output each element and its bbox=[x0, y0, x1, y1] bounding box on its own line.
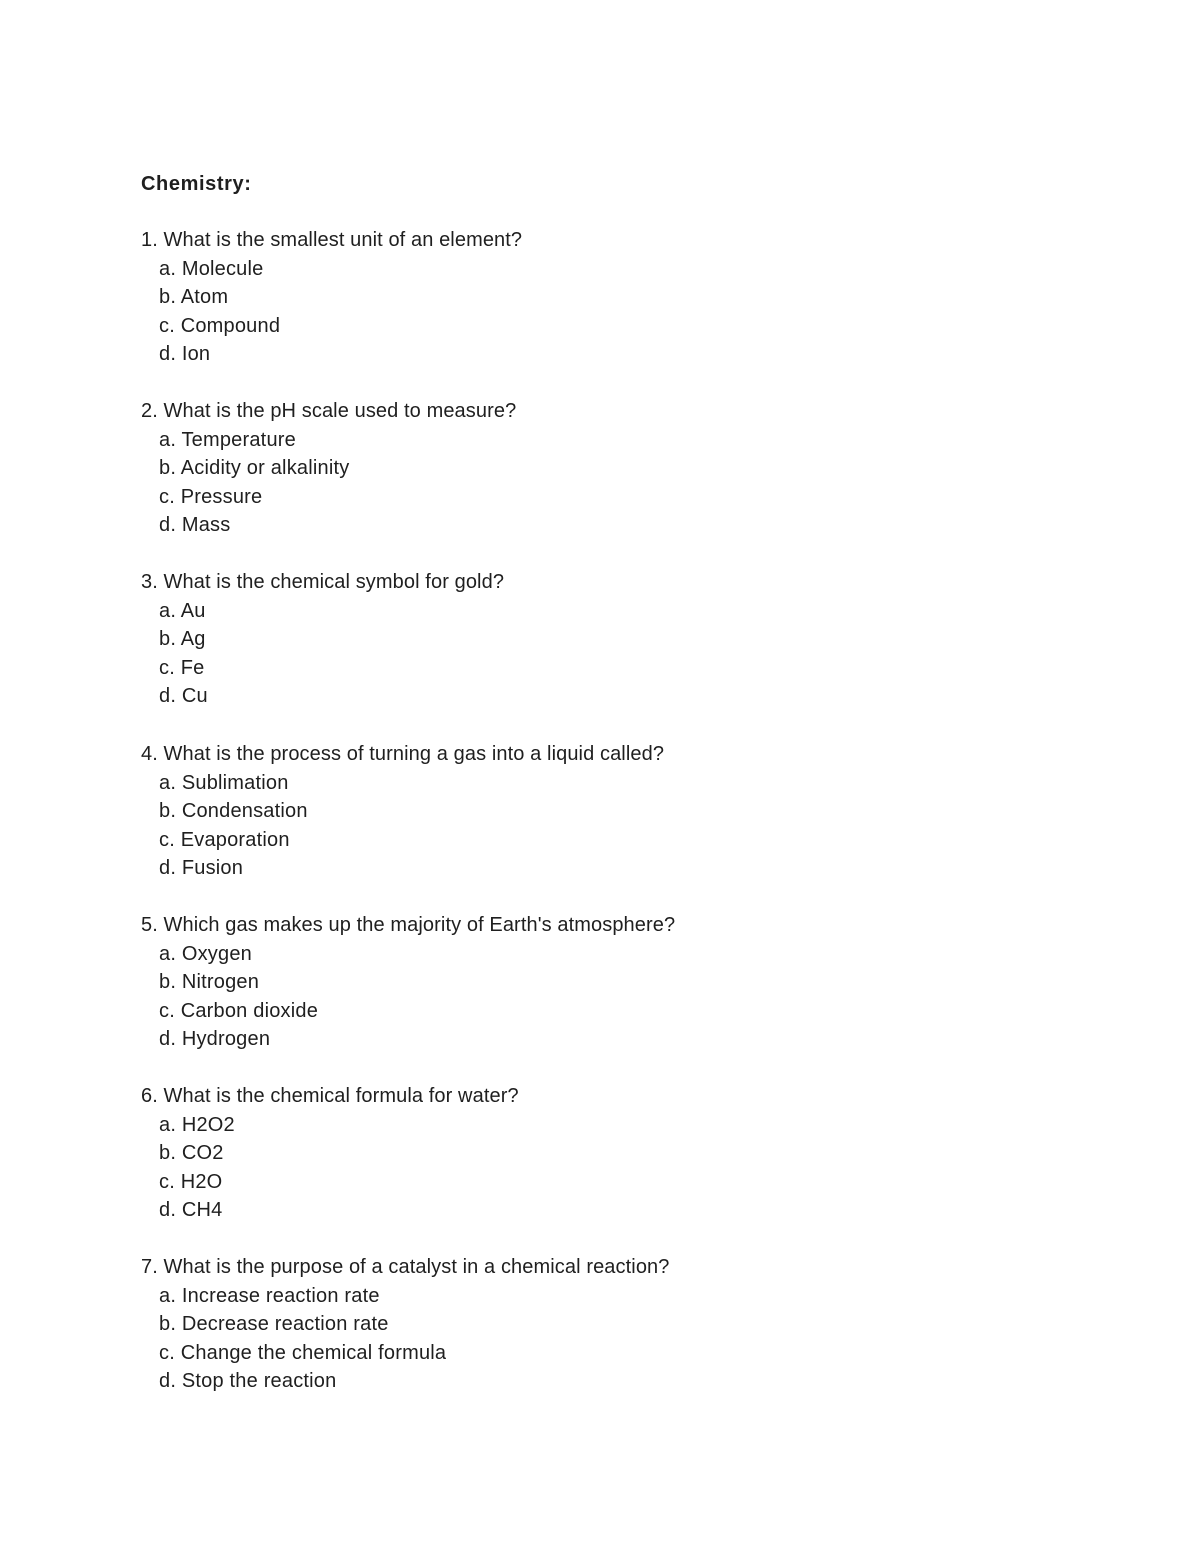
question-text: 4. What is the process of turning a gas into a liquid called? bbox=[141, 743, 665, 765]
answer-option: c. H2O bbox=[159, 1170, 223, 1193]
answer-option: a. Oxygen bbox=[159, 942, 252, 965]
question-text: 3. What is the chemical symbol for gold? bbox=[141, 571, 505, 593]
answer-option: d. Stop the reaction bbox=[159, 1370, 337, 1393]
answer-option: d. Mass bbox=[159, 514, 231, 537]
answer-option: d. Cu bbox=[159, 685, 208, 708]
answer-option: a. Au bbox=[159, 599, 206, 622]
question-block bbox=[141, 568, 1041, 711]
question-block bbox=[141, 911, 1041, 1054]
answer-option: c. Evaporation bbox=[159, 828, 290, 851]
question-text: 6. What is the chemical formula for water? bbox=[141, 1085, 519, 1107]
answer-option: d. Ion bbox=[159, 343, 211, 366]
question-text: 1. What is the smallest unit of an element? bbox=[141, 229, 523, 251]
answer-option: a. Temperature bbox=[159, 428, 296, 451]
answer-option: b. Atom bbox=[159, 286, 229, 309]
answer-option: a. Increase reaction rate bbox=[159, 1284, 380, 1307]
answer-option: c. Carbon dioxide bbox=[159, 999, 319, 1022]
answer-option: b. Ag bbox=[159, 628, 206, 651]
question-text: 5. Which gas makes up the majority of Earth's atmosphere? bbox=[141, 914, 676, 936]
answer-option: a. Sublimation bbox=[159, 771, 289, 794]
answer-option: a. H2O2 bbox=[159, 1113, 235, 1136]
answer-option: c. Change the chemical formula bbox=[159, 1341, 447, 1364]
answer-option: d. Hydrogen bbox=[159, 1028, 271, 1051]
answer-option: d. CH4 bbox=[159, 1199, 223, 1222]
question-text: 2. What is the pH scale used to measure? bbox=[141, 400, 517, 422]
answer-option: b. Nitrogen bbox=[159, 971, 260, 994]
answer-option: b. Acidity or alkalinity bbox=[159, 457, 350, 480]
answer-option: c. Pressure bbox=[159, 485, 263, 508]
question-block bbox=[141, 1082, 1041, 1225]
question-block bbox=[141, 397, 1041, 540]
answer-option: b. CO2 bbox=[159, 1142, 224, 1165]
answer-option: c. Fe bbox=[159, 656, 205, 679]
answer-option: b. Decrease reaction rate bbox=[159, 1313, 389, 1336]
question-block bbox=[141, 740, 1041, 883]
answer-option: a. Molecule bbox=[159, 257, 264, 280]
answer-option: c. Compound bbox=[159, 314, 281, 337]
question-text: 7. What is the purpose of a catalyst in a chemical reaction? bbox=[141, 1256, 670, 1278]
question-block bbox=[141, 226, 1041, 369]
page-title: Chemistry: bbox=[141, 173, 252, 195]
question-block bbox=[141, 1253, 1041, 1396]
answer-option: d. Fusion bbox=[159, 857, 244, 880]
answer-option: b. Condensation bbox=[159, 800, 308, 823]
